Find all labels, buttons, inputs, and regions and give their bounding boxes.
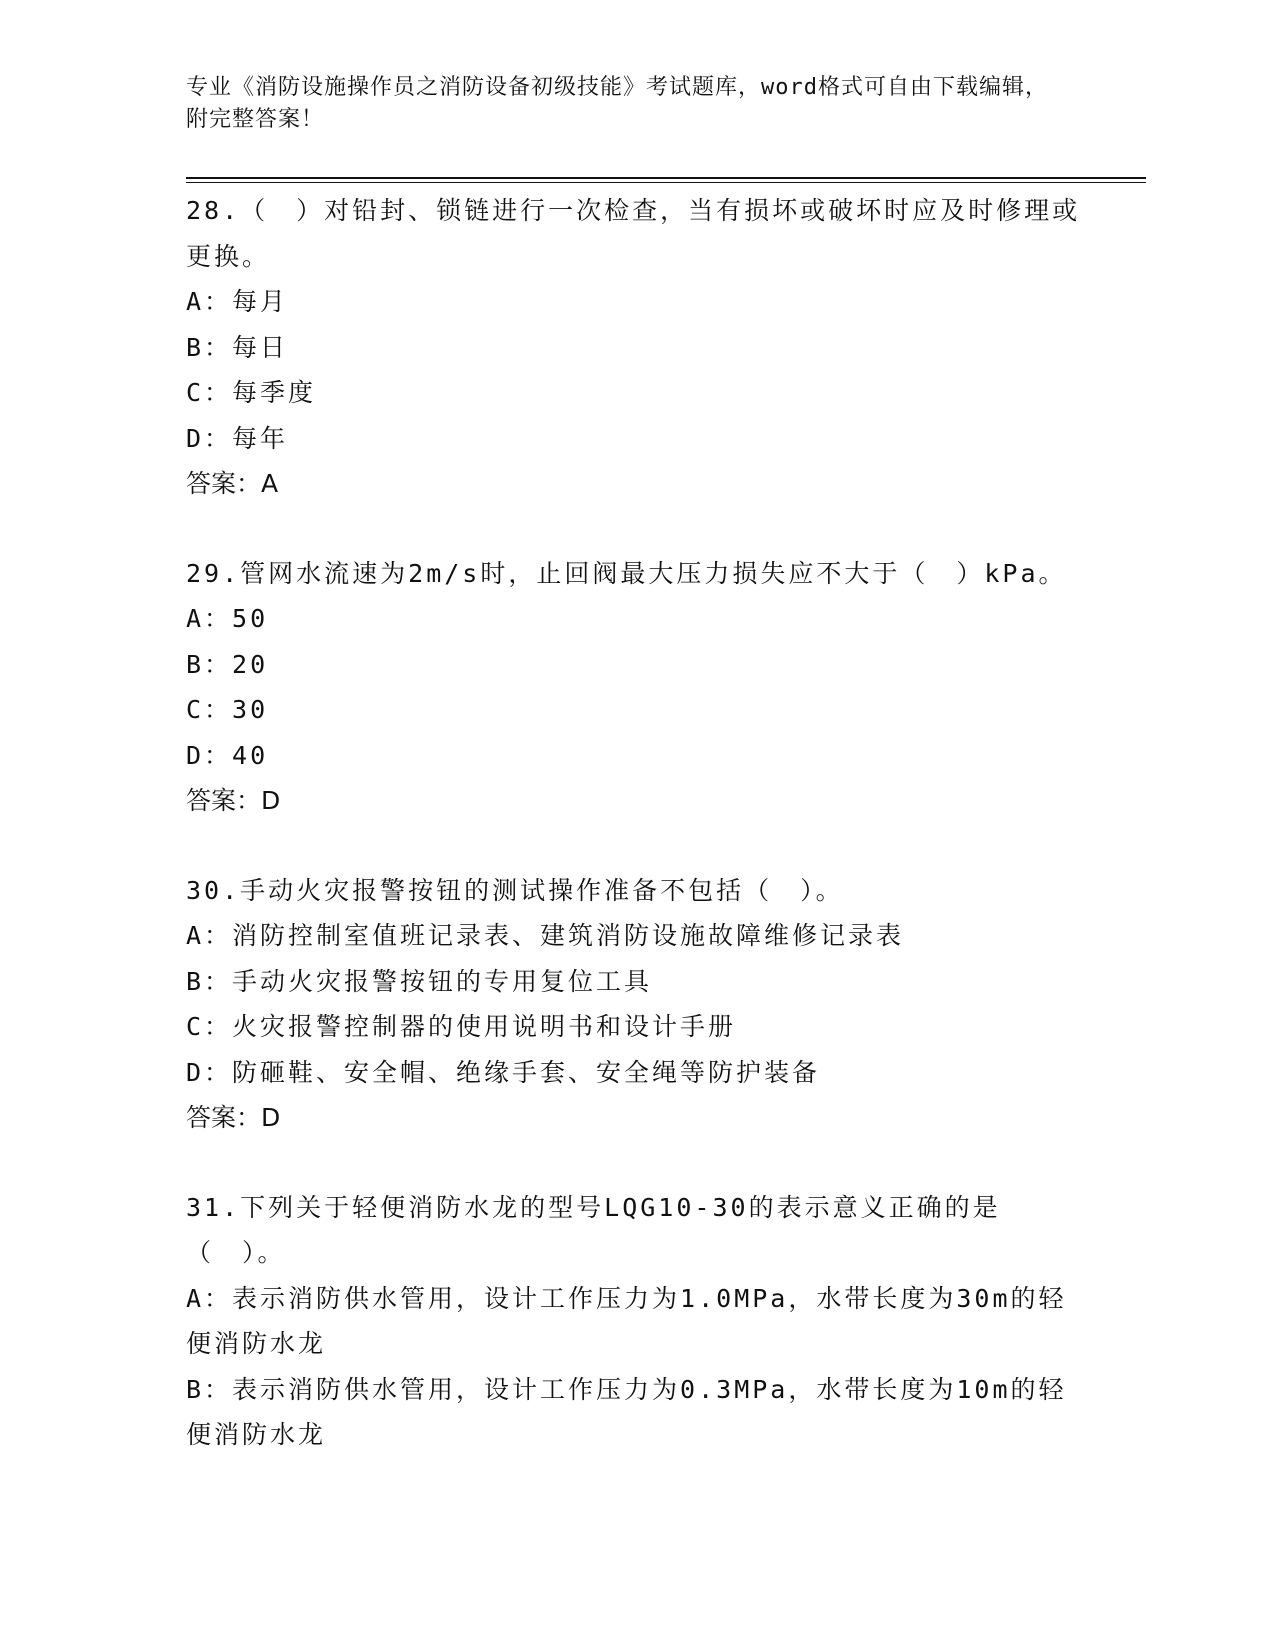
option-a: A：每月 [186, 287, 289, 316]
header-divider-thin [186, 182, 1146, 183]
question-list [186, 188, 1086, 1502]
question-stem: 28.（ ）对铅封、锁链进行一次检查，当有损坏或破坏时应及时修理或更换。 [186, 196, 1081, 271]
question-31 [186, 1185, 1086, 1458]
option-c: C：火灾报警控制器的使用说明书和设计手册 [186, 1012, 737, 1041]
option-c: C：每季度 [186, 378, 317, 407]
option-d: D：40 [186, 740, 269, 770]
question-stem: 29.管网水流速为2m/s时，止回阀最大压力损失应不大于（ ）kPa。 [186, 558, 1067, 588]
answer: 答案：D [186, 1103, 281, 1132]
option-b: B：表示消防供水管用，设计工作压力为0.3MPa，水带长度为10m的轻便消防水龙 [186, 1374, 1067, 1449]
option-b: B：每日 [186, 332, 289, 362]
option-d: D：防砸鞋、安全帽、绝缘手套、安全绳等防护装备 [186, 1057, 821, 1087]
question-28 [186, 188, 1086, 507]
option-a: A：消防控制室值班记录表、建筑消防设施故障维修记录表 [186, 921, 905, 950]
question-stem: 30.手动火灾报警按钮的测试操作准备不包括（ ）。 [186, 875, 844, 905]
option-a: A：50 [186, 604, 269, 633]
question-30 [186, 868, 1086, 1141]
option-a: A：表示消防供水管用，设计工作压力为1.0MPa，水带长度为30m的轻便消防水龙 [186, 1283, 1067, 1358]
document-intro: 专业《消防设施操作员之消防设备初级技能》考试题库，word格式可自由下载编辑，附完整答案！ [186, 75, 1048, 132]
option-d: D：每年 [186, 423, 289, 453]
option-b: B：20 [186, 649, 269, 679]
answer: 答案：D [186, 786, 281, 815]
question-stem: 31.下列关于轻便消防水龙的型号LQG10-30的表示意义正确的是（ ）。 [186, 1192, 1001, 1267]
option-c: C：30 [186, 695, 269, 724]
question-29 [186, 551, 1086, 824]
header-divider-thick [186, 177, 1146, 179]
answer: 答案：A [186, 469, 279, 498]
option-b: B：手动火灾报警按钮的专用复位工具 [186, 966, 653, 996]
